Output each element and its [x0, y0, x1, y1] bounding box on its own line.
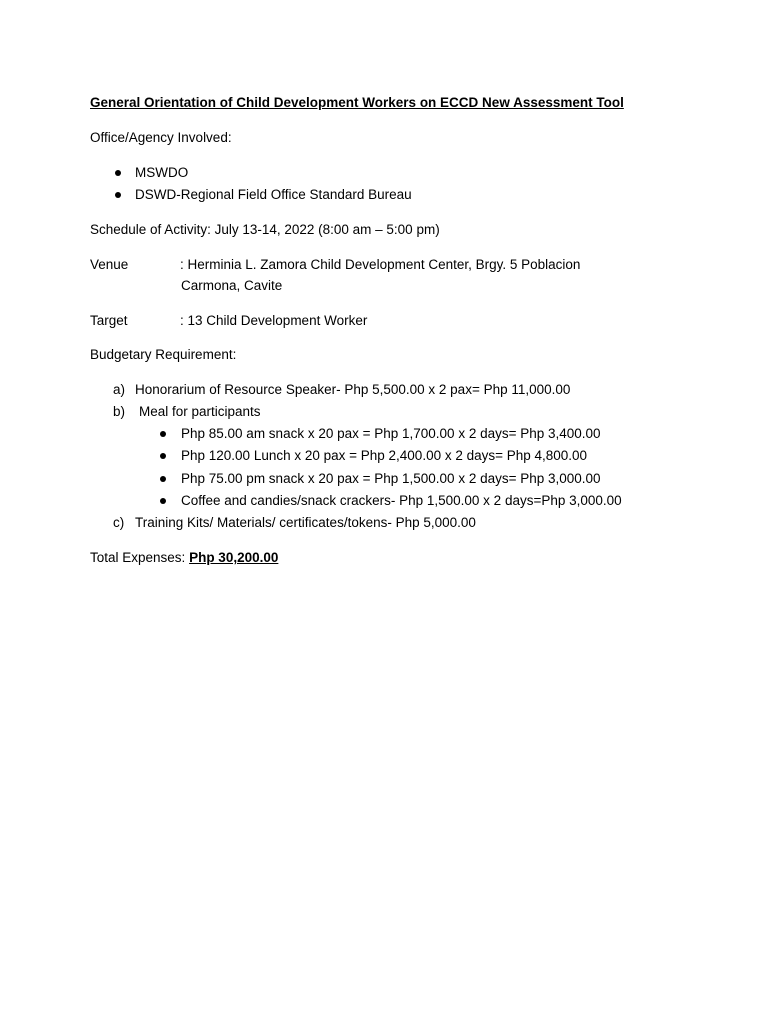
- target-label: Target: [90, 313, 128, 328]
- venue-value: : Herminia L. Zamora Child Development Center, Brgy. 5 Poblacion: [180, 257, 581, 272]
- venue-label: Venue: [90, 257, 129, 272]
- meal-item: Php 75.00 pm snack x 20 pax = Php 1,500.00 x 2 days= Php 3,000.00: [181, 471, 601, 486]
- bullet-icon: [160, 476, 166, 482]
- agency-label: Office/Agency Involved:: [90, 130, 232, 145]
- meal-item: Php 85.00 am snack x 20 pax = Php 1,700.00 x 2 days= Php 3,400.00: [181, 426, 601, 441]
- agency-item: MSWDO: [135, 165, 189, 180]
- list-marker: b): [113, 404, 126, 419]
- total-label: Total Expenses:: [90, 550, 190, 565]
- bullet-icon: [160, 431, 166, 437]
- bullet-icon: [160, 453, 166, 459]
- list-marker: a): [113, 382, 126, 397]
- bullet-icon: [115, 192, 121, 198]
- meal-item: Coffee and candies/snack crackers- Php 1,500.00 x 2 days=Php 3,000.00: [181, 493, 622, 508]
- bullet-icon: [115, 170, 121, 176]
- venue-value-continued: Carmona, Cavite: [181, 278, 283, 293]
- total-value: Php 30,200.00: [189, 550, 279, 565]
- meal-item: Php 120.00 Lunch x 20 pax = Php 2,400.00 x 2 days= Php 4,800.00: [181, 448, 588, 463]
- agency-item: DSWD-Regional Field Office Standard Bureau: [135, 187, 412, 202]
- bullet-icon: [160, 498, 166, 504]
- document-title: General Orientation of Child Development Workers on ECCD New Assessment Tool: [90, 95, 624, 110]
- budget-label: Budgetary Requirement:: [90, 347, 237, 362]
- target-value: : 13 Child Development Worker: [180, 313, 368, 328]
- total-line: [90, 549, 278, 567]
- budget-item: Meal for participants: [139, 404, 261, 419]
- budget-item: Honorarium of Resource Speaker- Php 5,500.00 x 2 pax= Php 11,000.00: [135, 382, 571, 397]
- list-marker: c): [113, 515, 125, 530]
- budget-item: Training Kits/ Materials/ certificates/tokens- Php 5,000.00: [135, 515, 476, 530]
- schedule-line: Schedule of Activity: July 13-14, 2022 (8:00 am – 5:00 pm): [90, 222, 440, 237]
